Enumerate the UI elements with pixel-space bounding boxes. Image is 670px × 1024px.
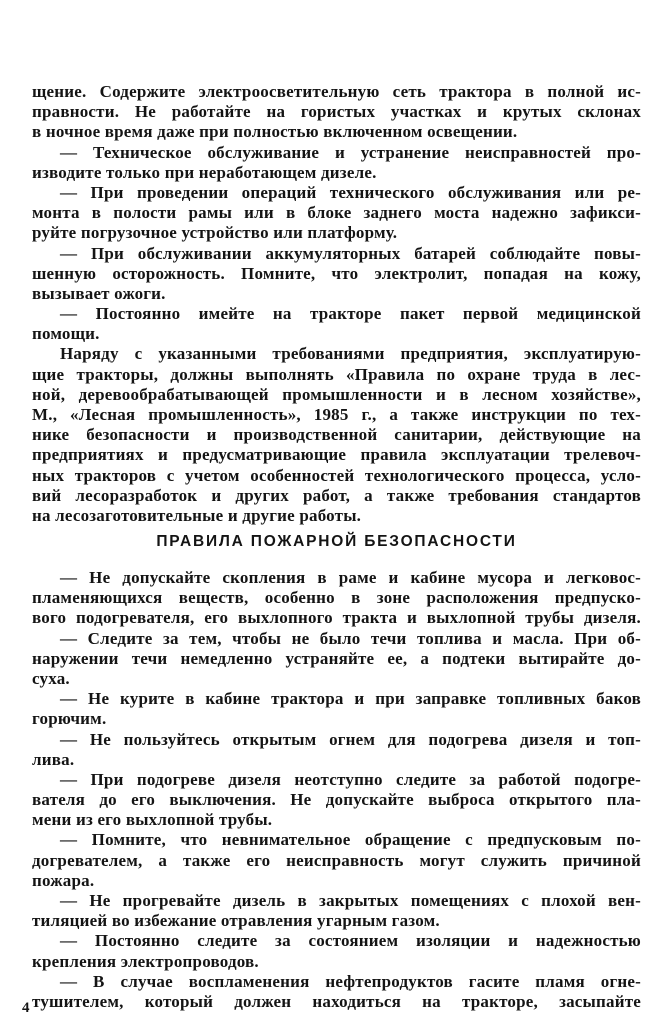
paragraph-line: шенную осторожность. Помните, что электролит, попадая на кожу, [32, 263, 641, 283]
fire-rule-line: крепления электропроводов. [32, 951, 259, 971]
paragraph-line: — При проведении операций технического обслуживания или ре- [60, 182, 641, 202]
fire-rule-line: — В случае воспламенения нефтепродуктов гасите пламя огне- [60, 971, 641, 991]
fire-rule-line: лива. [32, 749, 75, 769]
paragraph-line: нике безопасности и производственной санитарии, действующие на [32, 425, 641, 445]
paragraph-line: монта в полости рамы или в блоке заднего моста надежно зафикси- [32, 203, 641, 223]
fire-rule-line: — Не курите в кабине трактора и при заправке топливных баков [60, 689, 641, 709]
paragraph-line: — Постоянно имейте на тракторе пакет первой медицинской [60, 304, 641, 324]
paragraph-line: в ночное время даже при полностью включенном освещении. [32, 122, 518, 142]
paragraph-line: ных тракторов с учетом особенностей технологического процесса, усло- [32, 465, 641, 485]
fire-rule-line: — Постоянно следите за состоянием изоляции и надежностью [60, 931, 641, 951]
fire-rule-line: мени из его выхлопной трубы. [32, 810, 273, 830]
fire-rule-line: вателя до его выключения. Не допускайте выброса открытого пла- [32, 790, 641, 810]
paragraph-line: вызывает ожоги. [32, 283, 166, 303]
paragraph-line: вий лесоразработок и других работ, а также требования стандартов [32, 485, 641, 505]
section-heading: ПРАВИЛА ПОЖАРНОЙ БЕЗОПАСНОСТИ [156, 533, 517, 550]
paragraph-line: щие тракторы, должны выполнять «Правила по охране труда в лес- [32, 364, 641, 384]
paragraph-line: ной, деревообрабатывающей промышленности и в лесном хозяйстве», [32, 384, 641, 404]
paragraph-line: на лесозаготовительные и другие работы. [32, 505, 362, 525]
fire-rule-line: пожара. [32, 870, 95, 890]
fire-rule-line: — Следите за тем, чтобы не было течи топлива и масла. При об- [60, 628, 641, 648]
paragraph-line: руйте погрузочное устройство или платформу. [32, 223, 398, 243]
page-number: 4 [22, 1000, 30, 1016]
fire-rule-line: — При подогреве дизеля неотступно следите за работой подогре- [60, 769, 641, 789]
fire-rule-line: пламеняющихся веществ, особенно в зоне расположения предпуско- [32, 588, 641, 608]
paragraph-line: помощи. [32, 324, 100, 344]
fire-rule-line: тиляцией во избежание отравления угарным газом. [32, 911, 440, 931]
paragraph-line: — Техническое обслуживание и устранение неисправностей про- [60, 142, 641, 162]
paragraph-line: изводите только при неработающем дизеле. [32, 162, 377, 182]
paragraph-line: предприятиях и предусматривающие правила эксплуатации трелевоч- [32, 445, 641, 465]
paragraph-line: правности. Не работайте на гористых участках и крутых склонах [32, 102, 641, 122]
fire-rule-line: — Помните, что невнимательное обращение с предпусковым по- [60, 830, 641, 850]
paragraph-line: Наряду с указанными требованиями предприятия, эксплуатирую- [60, 344, 641, 364]
fire-rule-line: наружении течи немедленно устраняйте ее, а подтеки вытирайте до- [32, 648, 641, 668]
paragraph-line: — При обслуживании аккумуляторных батарей соблюдайте повы- [60, 243, 641, 263]
fire-rule-line: — Не пользуйтесь открытым огнем для подогрева дизеля и топ- [60, 729, 641, 749]
fire-rule-line: вого подогревателя, его выхлопного тракта и выхлопной трубы дизеля. [32, 608, 641, 628]
paragraph-line: щение. Содержите электроосветительную сеть трактора в полной ис- [32, 82, 641, 101]
fire-rule-line: — Не прогревайте дизель в закрытых помещениях с плохой вен- [60, 891, 641, 910]
fire-rule-line: горючим. [32, 709, 107, 729]
fire-rule-line: — Не допускайте скопления в раме и кабине мусора и легковос- [60, 568, 641, 587]
paragraph-line: М., «Лесная промышленность», 1985 г., а также инструкции по тех- [32, 405, 641, 424]
fire-safety-text-block [32, 568, 641, 1012]
safety-text-block [32, 82, 641, 526]
fire-rule-line: суха. [32, 668, 70, 688]
fire-rule-line: догревателем, а также его неисправность могут служить причиной [32, 850, 641, 870]
fire-rule-line: тушителем, который должен находиться на тракторе, засыпайте [32, 991, 641, 1011]
